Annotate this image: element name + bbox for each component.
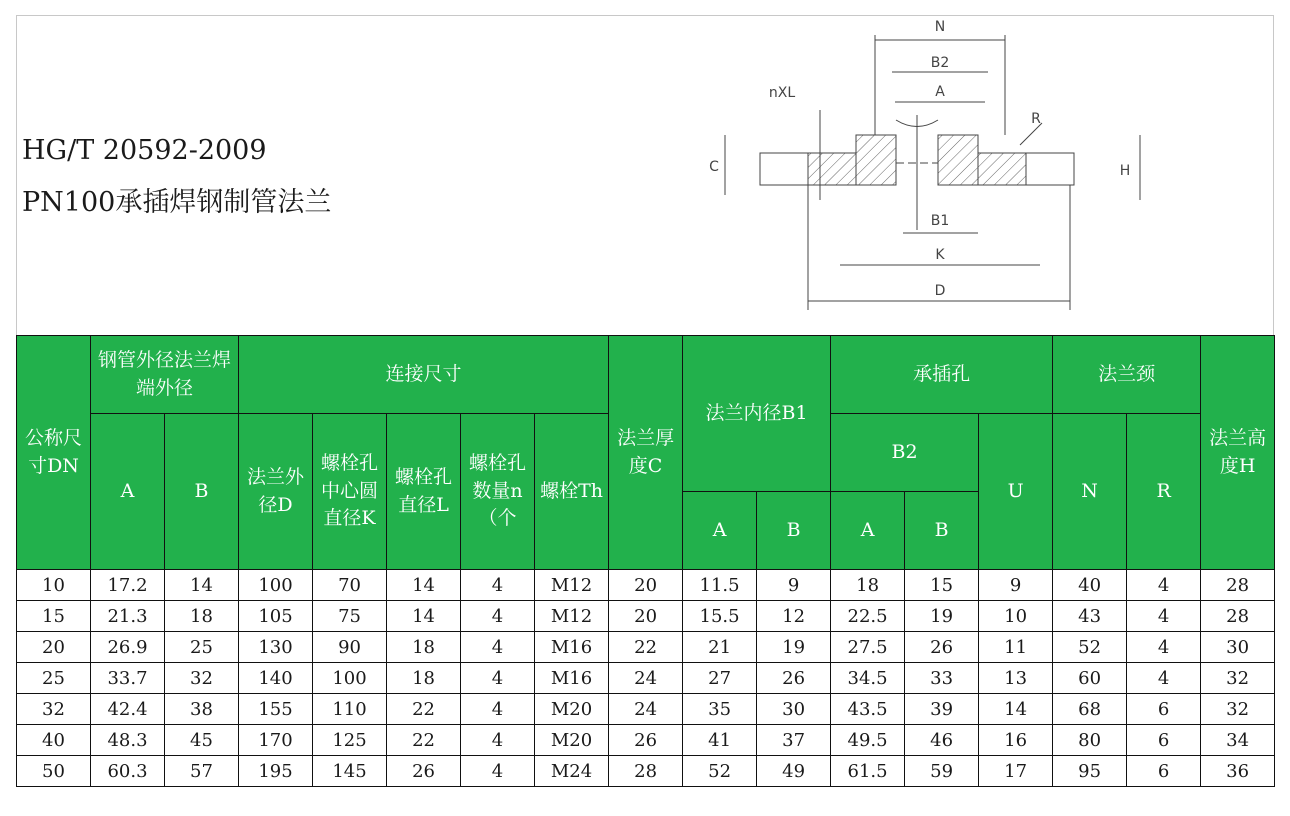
table-cell: M16 bbox=[535, 663, 609, 694]
header-r: R bbox=[1127, 414, 1201, 570]
table-cell: 27.5 bbox=[831, 632, 905, 663]
table-cell: 4 bbox=[461, 694, 535, 725]
table-cell: 30 bbox=[757, 694, 831, 725]
table-cell: 10 bbox=[17, 570, 91, 601]
table-cell: 68 bbox=[1053, 694, 1127, 725]
table-row bbox=[17, 601, 1275, 632]
table-cell: 28 bbox=[1201, 601, 1275, 632]
table-cell: 34 bbox=[1201, 725, 1275, 756]
table-cell: 16 bbox=[979, 725, 1053, 756]
header-hole-count-n: 螺栓孔数量n（个 bbox=[461, 414, 535, 570]
table-cell: 18 bbox=[831, 570, 905, 601]
table-cell: 195 bbox=[239, 756, 313, 787]
table-cell: 15 bbox=[905, 570, 979, 601]
table-cell: 75 bbox=[313, 601, 387, 632]
table-cell: 25 bbox=[165, 632, 239, 663]
flange-right-neck bbox=[938, 135, 978, 185]
table-cell: 24 bbox=[609, 663, 683, 694]
table-cell: 11 bbox=[979, 632, 1053, 663]
flange-right-ring bbox=[978, 153, 1026, 185]
standard-code: HG/T 20592-2009 bbox=[22, 135, 267, 166]
table-cell: 4 bbox=[461, 570, 535, 601]
table-cell: 100 bbox=[313, 663, 387, 694]
flange-cross-section-drawing bbox=[700, 15, 1170, 315]
table-cell: 38 bbox=[165, 694, 239, 725]
table-cell: 17 bbox=[979, 756, 1053, 787]
table-cell: 10 bbox=[979, 601, 1053, 632]
table-cell: 80 bbox=[1053, 725, 1127, 756]
header-bore-b1: 法兰内径B1 bbox=[683, 336, 831, 492]
table-cell: 125 bbox=[313, 725, 387, 756]
table-cell: 18 bbox=[387, 632, 461, 663]
table-cell: 17.2 bbox=[91, 570, 165, 601]
table-cell: 32 bbox=[1201, 663, 1275, 694]
table-cell: 45 bbox=[165, 725, 239, 756]
table-cell: 14 bbox=[387, 601, 461, 632]
table-cell: 52 bbox=[683, 756, 757, 787]
table-cell: 130 bbox=[239, 632, 313, 663]
header-neck: 法兰颈 bbox=[1053, 336, 1201, 414]
table-cell: 145 bbox=[313, 756, 387, 787]
table-cell: 170 bbox=[239, 725, 313, 756]
table-cell: 90 bbox=[313, 632, 387, 663]
table-cell: 26 bbox=[905, 632, 979, 663]
table-cell: 57 bbox=[165, 756, 239, 787]
table-row bbox=[17, 570, 1275, 601]
table-cell: 19 bbox=[905, 601, 979, 632]
table-cell: 61.5 bbox=[831, 756, 905, 787]
table-cell: 24 bbox=[609, 694, 683, 725]
table-cell: 60.3 bbox=[91, 756, 165, 787]
table-cell: 60 bbox=[1053, 663, 1127, 694]
label-a: A bbox=[935, 84, 945, 100]
table-cell: 33 bbox=[905, 663, 979, 694]
table-cell: 21 bbox=[683, 632, 757, 663]
table-row bbox=[17, 725, 1275, 756]
header-b2-a: A bbox=[831, 492, 905, 570]
table-cell: 32 bbox=[17, 694, 91, 725]
table-cell: 28 bbox=[609, 756, 683, 787]
table-cell: 32 bbox=[1201, 694, 1275, 725]
table-cell: M16 bbox=[535, 632, 609, 663]
table-cell: 42.4 bbox=[91, 694, 165, 725]
label-b2: B2 bbox=[930, 55, 950, 71]
table-cell: 21.3 bbox=[91, 601, 165, 632]
header-pipe-od: 钢管外径法兰焊端外径 bbox=[91, 336, 239, 414]
header-dn: 公称尺寸DN bbox=[17, 336, 91, 570]
table-cell: 11.5 bbox=[683, 570, 757, 601]
table-row bbox=[17, 663, 1275, 694]
label-b1: B1 bbox=[930, 213, 950, 229]
table-cell: 20 bbox=[609, 570, 683, 601]
table-cell: 4 bbox=[461, 663, 535, 694]
table-cell: 40 bbox=[17, 725, 91, 756]
table-cell: 4 bbox=[1127, 663, 1201, 694]
table-cell: 22 bbox=[609, 632, 683, 663]
table-cell: 4 bbox=[461, 601, 535, 632]
table-row bbox=[17, 756, 1275, 787]
label-n: N bbox=[934, 19, 946, 35]
label-k: K bbox=[935, 247, 945, 263]
table-cell: 35 bbox=[683, 694, 757, 725]
table-cell: 100 bbox=[239, 570, 313, 601]
header-bolt-th: 螺栓Th bbox=[535, 414, 609, 570]
table-cell: 49.5 bbox=[831, 725, 905, 756]
header-connection: 连接尺寸 bbox=[239, 336, 609, 414]
table-cell: 4 bbox=[461, 725, 535, 756]
table-cell: 20 bbox=[609, 601, 683, 632]
table-cell: 28 bbox=[1201, 570, 1275, 601]
header-height-h: 法兰高度H bbox=[1201, 336, 1275, 570]
table-cell: 40 bbox=[1053, 570, 1127, 601]
table-cell: 43.5 bbox=[831, 694, 905, 725]
table-cell: M12 bbox=[535, 601, 609, 632]
table-cell: 15 bbox=[17, 601, 91, 632]
table-cell: 70 bbox=[313, 570, 387, 601]
label-nxl: nXL bbox=[768, 85, 796, 101]
flange-outer-right bbox=[1026, 153, 1074, 185]
table-cell: 50 bbox=[17, 756, 91, 787]
table-cell: 49 bbox=[757, 756, 831, 787]
table-cell: 105 bbox=[239, 601, 313, 632]
table-cell: 110 bbox=[313, 694, 387, 725]
label-r: R bbox=[1031, 111, 1041, 127]
table-cell: 140 bbox=[239, 663, 313, 694]
header-b1-b: B bbox=[757, 492, 831, 570]
table-cell: 52 bbox=[1053, 632, 1127, 663]
table-cell: 95 bbox=[1053, 756, 1127, 787]
table-cell: M12 bbox=[535, 570, 609, 601]
table-cell: 4 bbox=[461, 632, 535, 663]
header-outer-d: 法兰外径D bbox=[239, 414, 313, 570]
table-cell: 14 bbox=[165, 570, 239, 601]
table-cell: 14 bbox=[387, 570, 461, 601]
flange-dimension-table bbox=[16, 335, 1275, 787]
table-body bbox=[17, 570, 1275, 787]
table-cell: 4 bbox=[1127, 570, 1201, 601]
table-cell: 13 bbox=[979, 663, 1053, 694]
table-cell: 4 bbox=[461, 756, 535, 787]
table-cell: 39 bbox=[905, 694, 979, 725]
table-cell: 155 bbox=[239, 694, 313, 725]
table-cell: 6 bbox=[1127, 694, 1201, 725]
table-cell: 9 bbox=[757, 570, 831, 601]
label-d: D bbox=[934, 283, 946, 299]
table-cell: 30 bbox=[1201, 632, 1275, 663]
table-cell: 48.3 bbox=[91, 725, 165, 756]
label-h: H bbox=[1119, 163, 1131, 179]
table-cell: 26.9 bbox=[91, 632, 165, 663]
table-cell: 18 bbox=[165, 601, 239, 632]
header-pipe-a: A bbox=[91, 414, 165, 570]
table-cell: 46 bbox=[905, 725, 979, 756]
table-cell: 22.5 bbox=[831, 601, 905, 632]
table-row bbox=[17, 694, 1275, 725]
table-cell: 33.7 bbox=[91, 663, 165, 694]
table-cell: 14 bbox=[979, 694, 1053, 725]
header-pcd-k: 螺栓孔中心圆直径K bbox=[313, 414, 387, 570]
table-cell: 34.5 bbox=[831, 663, 905, 694]
header-socket: 承插孔 bbox=[831, 336, 1053, 414]
table-cell: 9 bbox=[979, 570, 1053, 601]
table-cell: 19 bbox=[757, 632, 831, 663]
table-cell: 26 bbox=[757, 663, 831, 694]
header-b2: B2 bbox=[831, 414, 979, 492]
table-cell: 15.5 bbox=[683, 601, 757, 632]
header-thickness-c: 法兰厚度C bbox=[609, 336, 683, 570]
table-cell: 43 bbox=[1053, 601, 1127, 632]
table-cell: 27 bbox=[683, 663, 757, 694]
table-cell: M20 bbox=[535, 694, 609, 725]
table-cell: 6 bbox=[1127, 725, 1201, 756]
header-pipe-b: B bbox=[165, 414, 239, 570]
label-c: C bbox=[709, 159, 719, 175]
product-title: PN100承插焊钢制管法兰 bbox=[22, 187, 332, 218]
table-cell: 4 bbox=[1127, 601, 1201, 632]
table-cell: M24 bbox=[535, 756, 609, 787]
table-cell: M20 bbox=[535, 725, 609, 756]
header-b1-a: A bbox=[683, 492, 757, 570]
table-cell: 18 bbox=[387, 663, 461, 694]
header-hole-l: 螺栓孔直径L bbox=[387, 414, 461, 570]
table-cell: 32 bbox=[165, 663, 239, 694]
table-cell: 6 bbox=[1127, 756, 1201, 787]
header-u: U bbox=[979, 414, 1053, 570]
table-cell: 41 bbox=[683, 725, 757, 756]
table-cell: 25 bbox=[17, 663, 91, 694]
header-b2-b: B bbox=[905, 492, 979, 570]
header-n: N bbox=[1053, 414, 1127, 570]
table-cell: 22 bbox=[387, 694, 461, 725]
table-cell: 37 bbox=[757, 725, 831, 756]
flange-outer-left bbox=[760, 153, 808, 185]
table-cell: 20 bbox=[17, 632, 91, 663]
table-cell: 36 bbox=[1201, 756, 1275, 787]
table-cell: 22 bbox=[387, 725, 461, 756]
table-cell: 26 bbox=[387, 756, 461, 787]
table-cell: 4 bbox=[1127, 632, 1201, 663]
table-cell: 59 bbox=[905, 756, 979, 787]
table-cell: 26 bbox=[609, 725, 683, 756]
flange-left-ring bbox=[808, 153, 856, 185]
flange-left-neck bbox=[856, 135, 896, 185]
table-row bbox=[17, 632, 1275, 663]
table-cell: 12 bbox=[757, 601, 831, 632]
